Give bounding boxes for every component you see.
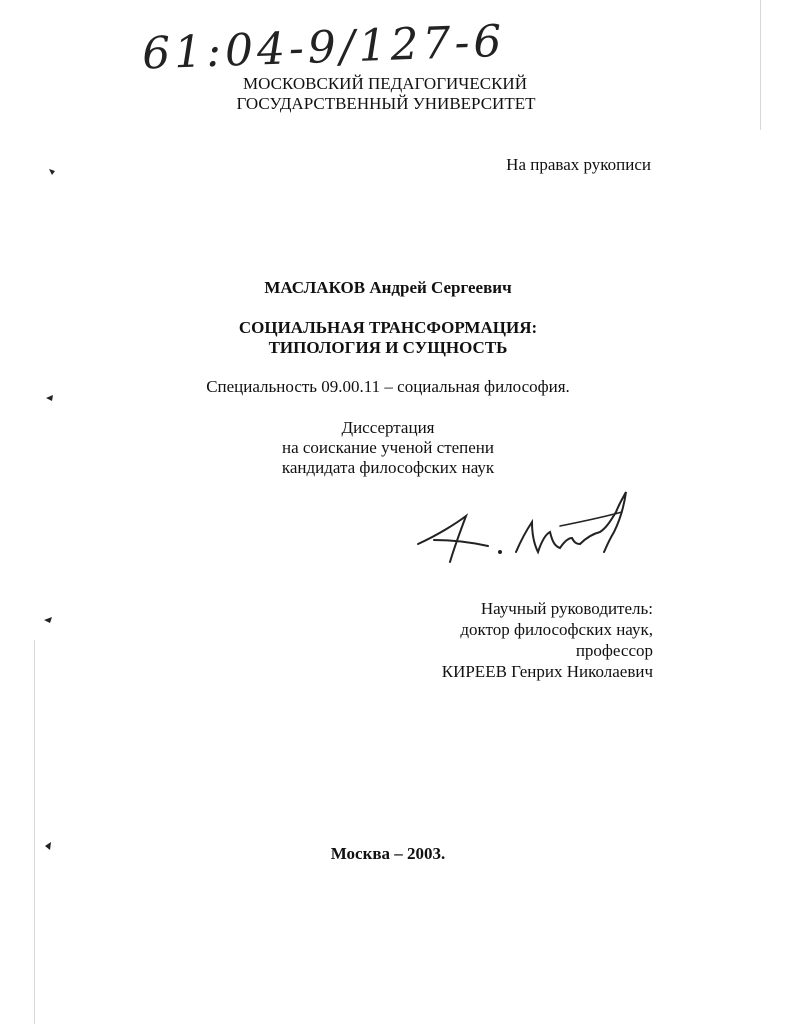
handwritten-archive-number bbox=[138, 10, 518, 80]
archive-number-text: 61:04-9/127-6 bbox=[141, 15, 507, 80]
degree-line2: кандидата философских наук bbox=[281, 458, 495, 477]
place-and-year: Москва – 2003. bbox=[330, 844, 446, 863]
dissertation-label: Диссертация bbox=[341, 418, 435, 437]
specialty: Специальность 09.00.11 – социальная философия. bbox=[206, 377, 570, 396]
supervisor-name bbox=[442, 662, 653, 682]
author-given-names: Андрей Сергеевич bbox=[369, 278, 512, 297]
author-name bbox=[0, 278, 776, 298]
supervisor-label: Научный руководитель: bbox=[480, 599, 653, 618]
thesis-title-line1: СОЦИАЛЬНАЯ ТРАНСФОРМАЦИЯ: bbox=[238, 318, 538, 337]
manuscript-rights-note: На правах рукописи bbox=[506, 155, 651, 174]
supervisor-degree: доктор философских наук, bbox=[460, 620, 653, 639]
binding-mark bbox=[44, 616, 52, 624]
supervisor-given-names: Генрих Николаевич bbox=[511, 662, 653, 681]
supervisor-title: профессор bbox=[575, 641, 653, 660]
author-signature bbox=[410, 482, 640, 572]
supervisor-surname: КИРЕЕВ bbox=[441, 662, 507, 681]
thesis-title-line2: ТИПОЛОГИЯ И СУЩНОСТЬ bbox=[268, 338, 508, 357]
scan-edge-left bbox=[34, 640, 35, 1024]
degree-line1: на соискание ученой степени bbox=[281, 438, 495, 457]
university-name-line2: ГОСУДАРСТВЕННЫЙ УНИВЕРСИТЕТ bbox=[236, 94, 536, 113]
author-surname: МАСЛАКОВ bbox=[264, 278, 366, 297]
binding-mark bbox=[48, 168, 56, 176]
university-name-line1: МОСКОВСКИЙ ПЕДАГОГИЧЕСКИЙ bbox=[243, 74, 527, 93]
